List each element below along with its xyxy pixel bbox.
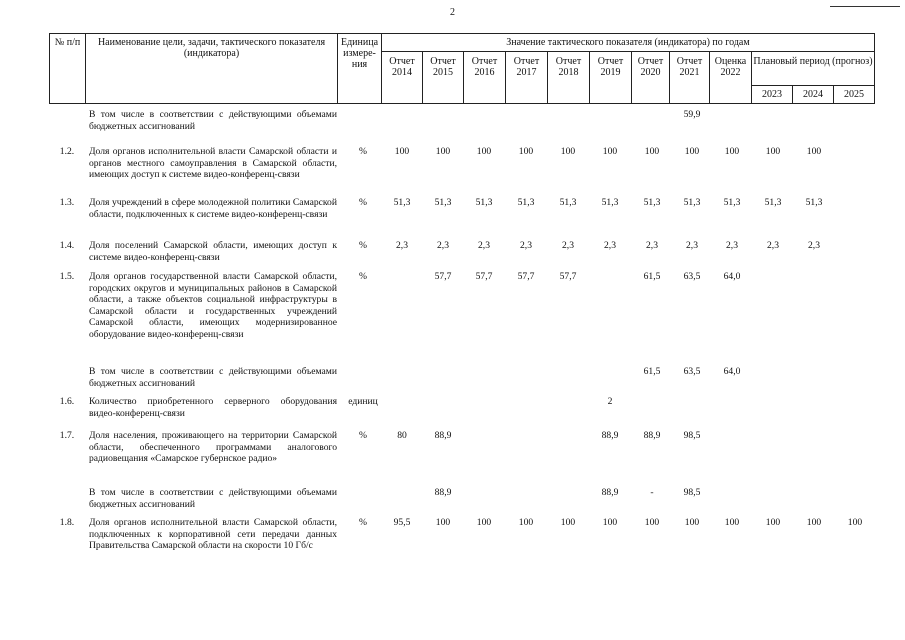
row-value: 100 — [806, 146, 822, 157]
row-value: 51,3 — [559, 197, 577, 208]
row-value: 63,5 — [683, 366, 701, 377]
row-unit: % — [359, 146, 367, 157]
row-value: 95,5 — [393, 517, 411, 528]
row-value: 59,9 — [683, 109, 701, 120]
header-name: Наименование цели, задачи, тактического показателя (индикатора) — [86, 34, 338, 104]
row-name: Доля поселений Самарской области, имеющих доступ к системе видео-конференц-связи — [89, 240, 337, 263]
row-number: 1.4. — [59, 240, 75, 251]
row-value: 100 — [684, 517, 700, 528]
row-value: 2,3 — [646, 240, 658, 251]
row-unit: % — [359, 197, 367, 208]
plan-year-2023: 2023 — [752, 86, 793, 104]
row-value: 88,9 — [434, 487, 452, 498]
row-value: 51,3 — [683, 197, 701, 208]
row-value: 100 — [724, 146, 740, 157]
year-2014: Отчет 2014 — [382, 52, 423, 104]
row-value: 100 — [518, 517, 534, 528]
row-value: 2,3 — [478, 240, 490, 251]
row-value: 51,3 — [723, 197, 741, 208]
row-value: 61,5 — [643, 271, 661, 282]
row-value: 57,7 — [559, 271, 577, 282]
row-unit: единиц — [348, 396, 378, 407]
row-value: 100 — [806, 517, 822, 528]
year-2017: Отчет 2017 — [506, 52, 548, 104]
row-value: 88,9 — [601, 430, 619, 441]
row-unit: % — [359, 240, 367, 251]
row-value: 100 — [684, 146, 700, 157]
row-value: 2,3 — [767, 240, 779, 251]
row-value: 64,0 — [723, 271, 741, 282]
year-2022: Оценка 2022 — [710, 52, 752, 104]
row-value: 100 — [765, 146, 781, 157]
row-unit: % — [359, 271, 367, 282]
plan-period: Плановый период (прогноз) — [752, 52, 875, 86]
year-2019: Отчет 2019 — [590, 52, 632, 104]
row-value: 51,3 — [805, 197, 823, 208]
row-value: 64,0 — [723, 366, 741, 377]
row-value: 88,9 — [643, 430, 661, 441]
year-2020: Отчет 2020 — [632, 52, 670, 104]
row-value: 61,5 — [643, 366, 661, 377]
row-value: 57,7 — [517, 271, 535, 282]
row-value: 100 — [602, 146, 618, 157]
plan-year-2024: 2024 — [793, 86, 834, 104]
top-rule — [830, 6, 900, 7]
row-number: 1.5. — [59, 271, 75, 282]
row-value: 88,9 — [601, 487, 619, 498]
row-value: 100 — [435, 517, 451, 528]
row-value: 98,5 — [683, 430, 701, 441]
row-number: 1.7. — [59, 430, 75, 441]
year-2015: Отчет 2015 — [423, 52, 464, 104]
row-value: 100 — [560, 146, 576, 157]
row-value: 63,5 — [683, 271, 701, 282]
row-value: 2,3 — [396, 240, 408, 251]
row-name: Доля органов исполнительной власти Самарской области и органов местного самоуправления в Самарской области, имеющих доступ к системе видео-конференц-связи — [89, 146, 337, 181]
year-2016: Отчет 2016 — [464, 52, 506, 104]
row-value: 100 — [644, 146, 660, 157]
row-value: 51,3 — [393, 197, 411, 208]
row-name: Количество приобретенного серверного оборудования видео-конференц-связи — [89, 396, 337, 419]
row-value: 100 — [476, 146, 492, 157]
row-value: 98,5 — [683, 487, 701, 498]
plan-year-2025: 2025 — [834, 86, 875, 104]
row-unit: % — [359, 517, 367, 528]
row-number: 1.3. — [59, 197, 75, 208]
row-value: 100 — [560, 517, 576, 528]
row-value: 100 — [435, 146, 451, 157]
row-value: 2,3 — [726, 240, 738, 251]
page-number: 2 — [450, 7, 455, 18]
row-value: 100 — [847, 517, 863, 528]
year-2018: Отчет 2018 — [548, 52, 590, 104]
row-number: 1.8. — [59, 517, 75, 528]
row-value: 100 — [518, 146, 534, 157]
row-unit: % — [359, 430, 367, 441]
row-value: 100 — [602, 517, 618, 528]
row-number: 1.6. — [59, 396, 75, 407]
row-name: В том числе в соответствии с действующими объемами бюджетных ассигнований — [89, 487, 337, 510]
header-table — [49, 33, 875, 104]
row-value: 2,3 — [808, 240, 820, 251]
row-value: 88,9 — [434, 430, 452, 441]
row-name: Доля учреждений в сфере молодежной политики Самарской области, подключенных к системе видео-конференц-связи — [89, 197, 337, 220]
row-value: 57,7 — [475, 271, 493, 282]
row-value: 2,3 — [686, 240, 698, 251]
row-value: - — [650, 487, 654, 498]
row-value: 2,3 — [562, 240, 574, 251]
header-values: Значение тактического показателя (индикатора) по годам — [382, 34, 875, 52]
row-value: 100 — [394, 146, 410, 157]
row-name: Доля населения, проживающего на территории Самарской области, обеспеченного программами аналогового радиовещания «Самарское губернское радио» — [89, 430, 337, 465]
row-value: 100 — [765, 517, 781, 528]
row-value: 100 — [724, 517, 740, 528]
row-value: 100 — [476, 517, 492, 528]
header-unit: Единица измере-ния — [338, 34, 382, 104]
year-2021: Отчет 2021 — [670, 52, 710, 104]
row-number: 1.2. — [59, 146, 75, 157]
row-value: 51,3 — [434, 197, 452, 208]
row-value: 2 — [607, 396, 613, 407]
row-value: 2,3 — [520, 240, 532, 251]
row-value: 80 — [397, 430, 407, 441]
row-value: 51,3 — [764, 197, 782, 208]
row-value: 2,3 — [604, 240, 616, 251]
row-name: Доля органов государственной власти Самарской области, городских округов и муниципальных районов в Самарской области, а также объектов социальной инфраструктуры в Самарской области и государственных учреждений Самарской области, имеющих модернизированное оборудование видео-конференц-связи — [89, 271, 337, 340]
row-value: 51,3 — [643, 197, 661, 208]
row-value: 100 — [644, 517, 660, 528]
row-name: Доля органов исполнительной власти Самарской области, подключенных к корпоративной сети передачи данных Правительства Самарской области на скорости 10 Гб/с — [89, 517, 337, 552]
row-value: 51,3 — [517, 197, 535, 208]
row-value: 51,3 — [475, 197, 493, 208]
row-value: 57,7 — [434, 271, 452, 282]
row-name: В том числе в соответствии с действующими объемами бюджетных ассигнований — [89, 366, 337, 389]
row-value: 2,3 — [437, 240, 449, 251]
row-value: 51,3 — [601, 197, 619, 208]
row-name: В том числе в соответствии с действующими объемами бюджетных ассигнований — [89, 109, 337, 132]
header-num: № п/п — [50, 34, 86, 104]
